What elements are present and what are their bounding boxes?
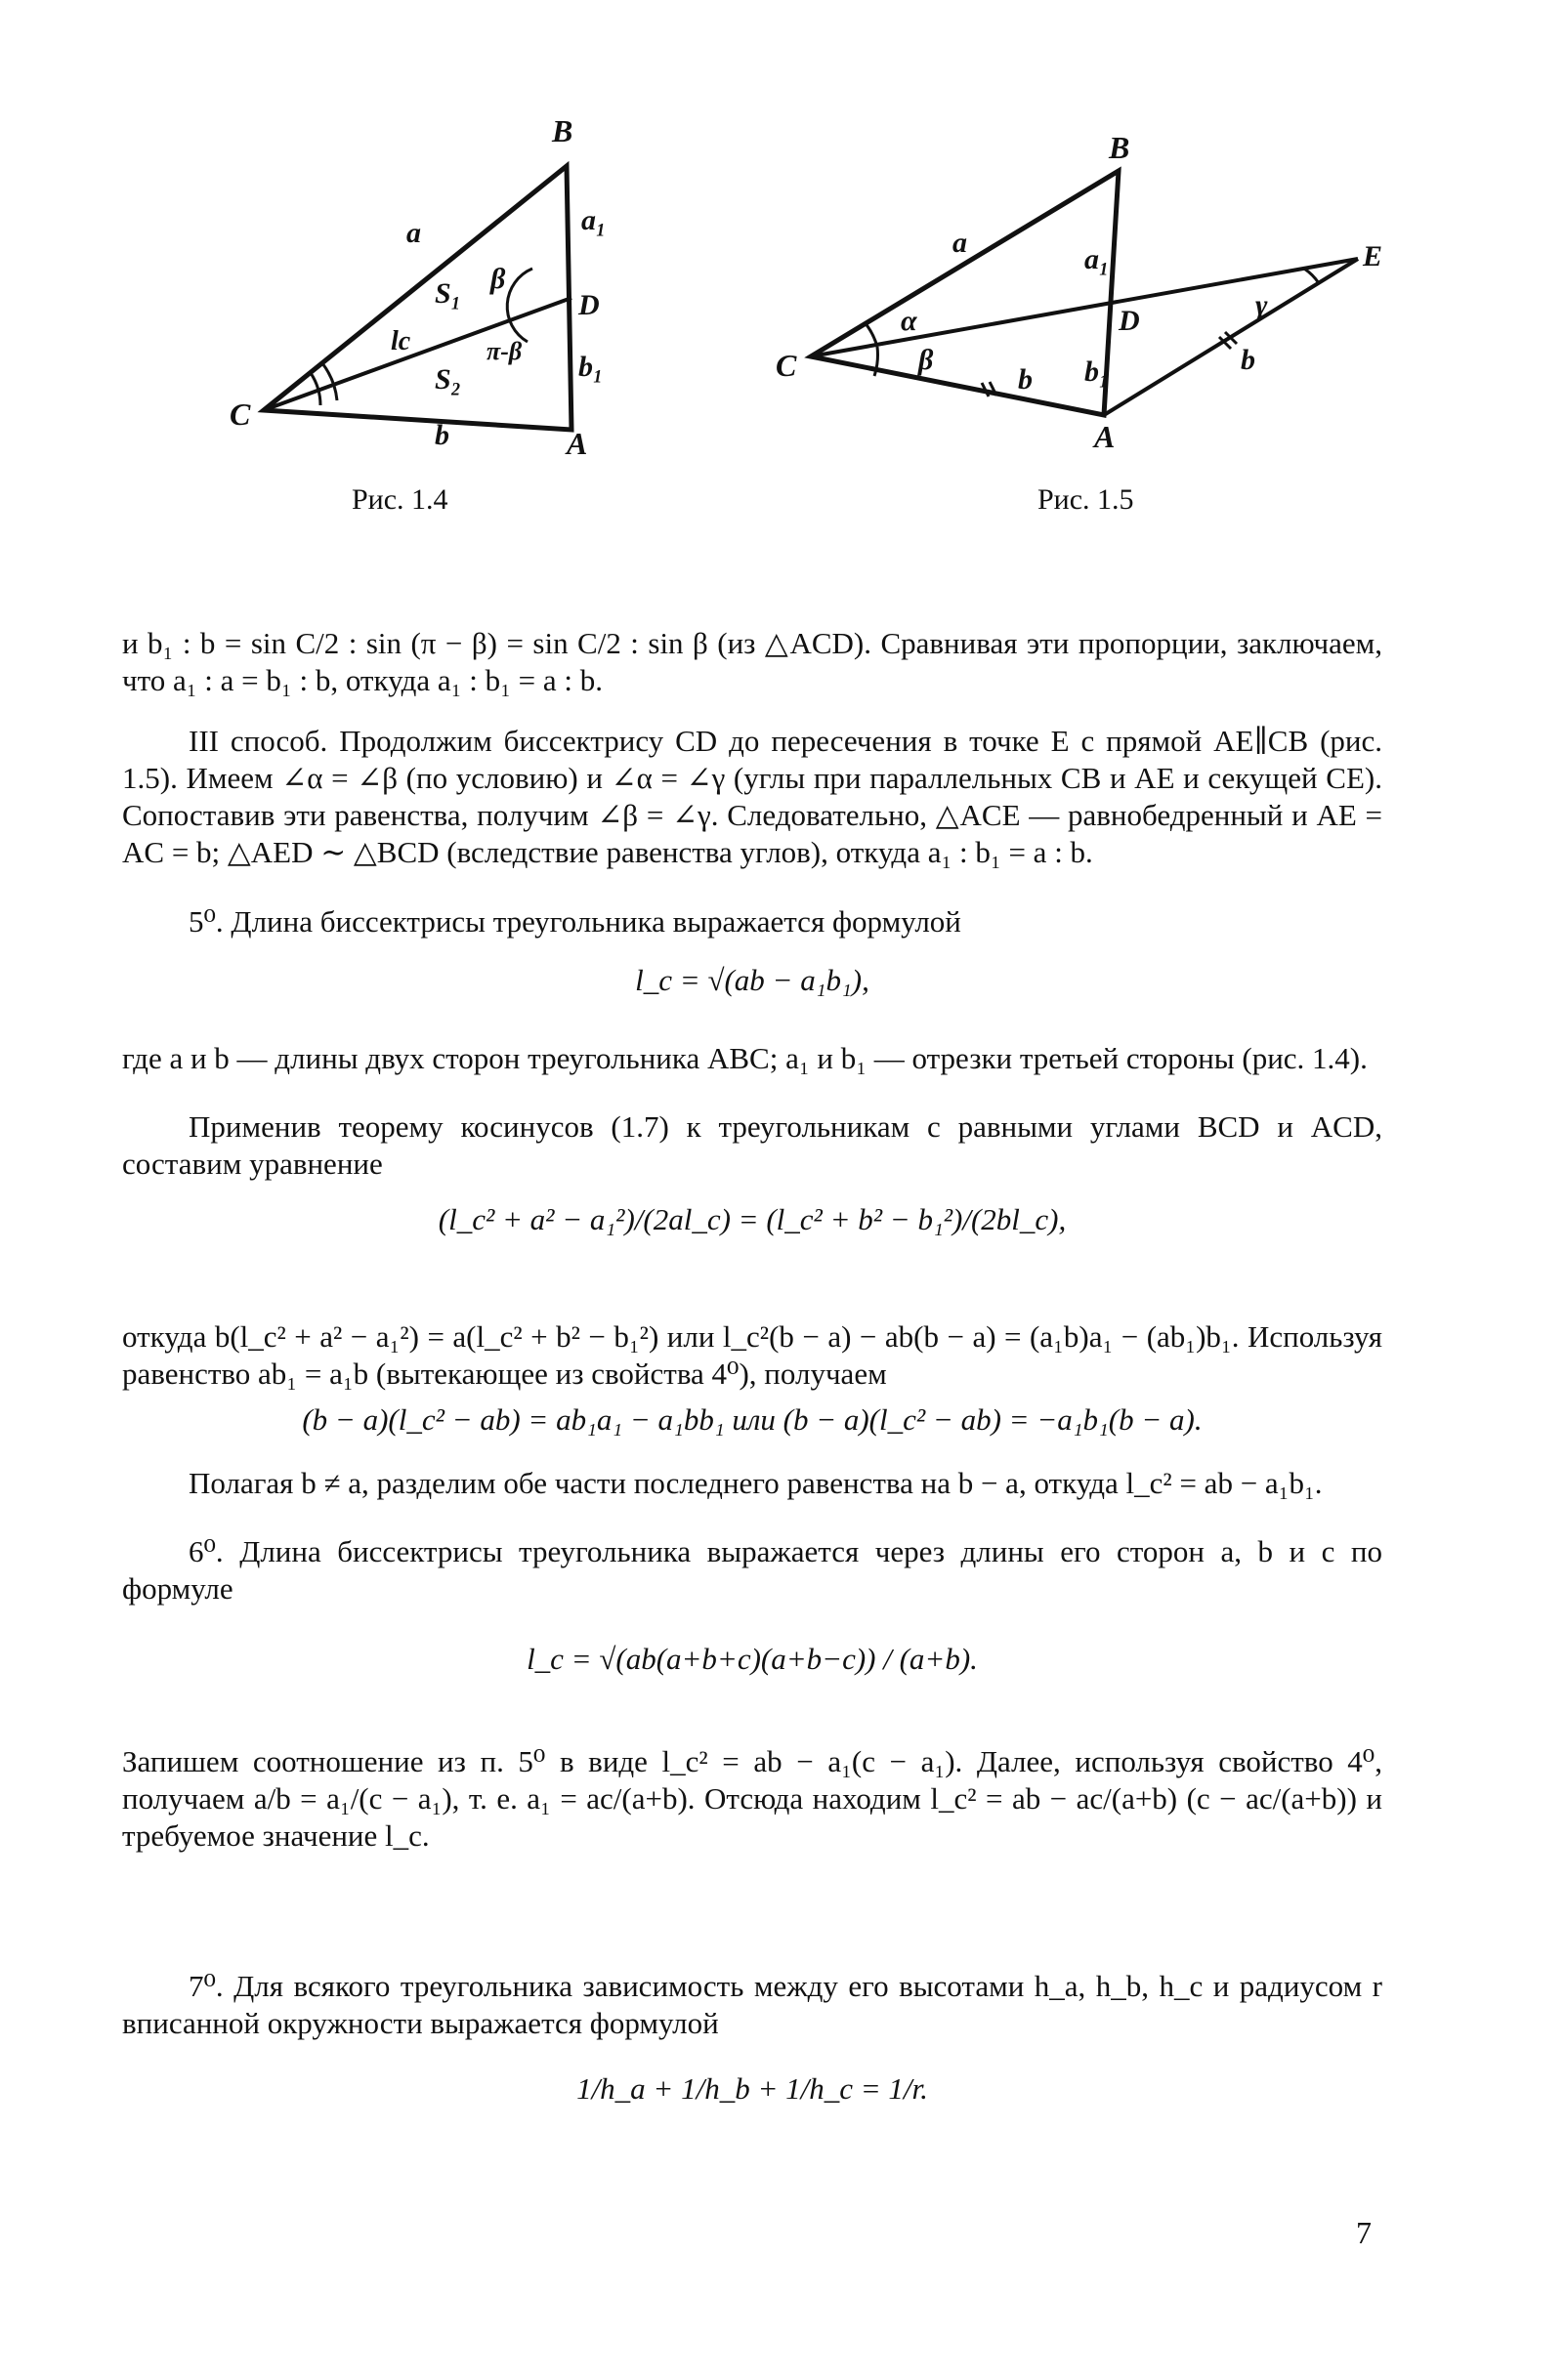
paragraph-1: и b₁ : b = sin C/2 : sin (π − β) = sin C/2 : sin β (из △ACD). Сравнивая эти пропорции, заключаем, что a₁ : a = b₁ : b, откуда a₁ : b₁ = a : b. — [122, 626, 1382, 697]
label-e-point: E — [1363, 240, 1383, 272]
label-s2: S₂ — [435, 363, 462, 396]
paragraph-property-5: 5⁰. Длина биссектрисы треугольника выражается формулой — [189, 904, 961, 939]
label-side-a: a — [406, 217, 421, 249]
label-beta: β — [490, 263, 506, 295]
label-side-b-ae: b — [1241, 344, 1255, 376]
label-side-b-ca: b — [1018, 363, 1033, 396]
angle-arc-alpha — [865, 322, 877, 347]
formula-heights-radius: 1/h_a + 1/h_b + 1/h_c = 1/r. — [576, 2071, 928, 2106]
figure-1-5-drawing — [762, 130, 1407, 459]
figure-1-5 — [762, 130, 1407, 459]
label-a1: a₁ — [1084, 243, 1110, 275]
label-a1: a₁ — [581, 204, 607, 236]
page-number: 7 — [1356, 2215, 1372, 2250]
paragraph-whence: откуда b(l_c² + a² − a₁²) = a(l_c² + b² − b₁²) или l_c²(b − a) − ab(b − a) = (a₁b)a₁ − (ab₁)b₁. Используя равенство ab₁ = a₁b (вытекающее из свойства 4⁰), получаем — [122, 1319, 1382, 1391]
label-d-point: D — [578, 289, 600, 321]
paragraph-method-3: III способ. Продолжим биссектрису CD до пересечения в точке E с прямой AE∥CB (рис. 1.5). Имеем ∠α = ∠β (по условию) и ∠α = ∠γ (углы при параллельных CB и AE и секущей CE). Сопоставив эти равенства, получим ∠β = ∠γ. Следовательно, △ACE — равнобедренный и AE = AC = b; △AED ∼ △BCD (вследствие равенства углов), откуда a₁ : b₁ = a : b. — [122, 724, 1382, 869]
triangle-abc — [811, 171, 1119, 415]
label-side-a: a — [952, 227, 967, 259]
label-gamma: γ — [1255, 289, 1268, 321]
angle-arc-c2 — [311, 373, 320, 405]
angle-arc-gamma — [1304, 269, 1319, 283]
formula-bisector-sides: l_c = √(ab(a+b+c)(a+b−c)) / (a+b). — [527, 1642, 978, 1676]
label-a-vertex: A — [567, 426, 588, 461]
label-b-vertex: B — [552, 113, 573, 148]
paragraph-proof-6: Запишем соотношение из п. 5⁰ в виде l_c² = ab − a₁(c − a₁). Далее, используя свойство 4⁰, получаем a/b = a₁/(c − a₁), т. е. a₁ = ac/(a+b). Отсюда находим l_c² = ab − ac/(a+b) (c − ac/(a+b)) и требуемое значение l_c. — [122, 1744, 1382, 1853]
label-c-vertex: C — [776, 348, 797, 383]
triangle-abc — [264, 166, 571, 430]
label-b1: b₁ — [578, 351, 604, 383]
label-side-b: b — [435, 419, 449, 451]
label-pi-minus-beta: π-β — [486, 337, 523, 365]
formula-bisector-length: l_c = √(ab − a₁b₁), — [635, 963, 869, 997]
label-d-point: D — [1119, 305, 1140, 337]
bisector-cd — [264, 298, 571, 410]
formula-cosine-equation: (l_c² + a² − a₁²)/(2al_c) = (l_c² + b² − b₁²)/(2bl_c), — [438, 1202, 1067, 1236]
caption-figure-1-4: Рис. 1.4 — [352, 483, 448, 516]
label-beta: β — [918, 344, 934, 376]
angle-arc-d — [507, 269, 532, 342]
label-a-vertex: A — [1094, 419, 1116, 454]
label-b-vertex: B — [1109, 130, 1130, 165]
paragraph-where: где a и b — длины двух сторон треугольника ABC; a₁ и b₁ — отрезки третьей стороны (рис. 1.4). — [122, 1041, 1368, 1075]
paragraph-property-7: 7⁰. Для всякого треугольника зависимость между его высотами h_a, h_b, h_c и радиусом r вписанной окружности выражается формулой — [122, 1969, 1382, 2040]
paragraph-assuming: Полагая b ≠ a, разделим обе части последнего равенства на b − a, откуда l_c² = ab − a₁b₁. — [189, 1466, 1323, 1500]
label-s1: S₁ — [435, 277, 462, 310]
label-b1: b₁ — [1084, 355, 1110, 388]
formula-factorized: (b − a)(l_c² − ab) = ab₁a₁ − a₁bb₁ или (b − a)(l_c² − ab) = −a₁b₁(b − a). — [302, 1402, 1203, 1437]
label-c-vertex: C — [230, 397, 251, 432]
angle-arc-c1 — [322, 363, 337, 400]
caption-figure-1-5: Рис. 1.5 — [1037, 483, 1134, 516]
figure-1-4 — [230, 113, 625, 488]
paragraph-proof-5: Применив теорему косинусов (1.7) к треугольникам с равными углами BCD и ACD, составим уравнение — [122, 1109, 1382, 1181]
label-lc: lc — [391, 326, 411, 356]
label-alpha: α — [901, 305, 917, 337]
figure-1-4-drawing — [230, 113, 625, 488]
paragraph-property-6: 6⁰. Длина биссектрисы треугольника выражается через длины его сторон a, b и c по формуле — [122, 1534, 1382, 1606]
